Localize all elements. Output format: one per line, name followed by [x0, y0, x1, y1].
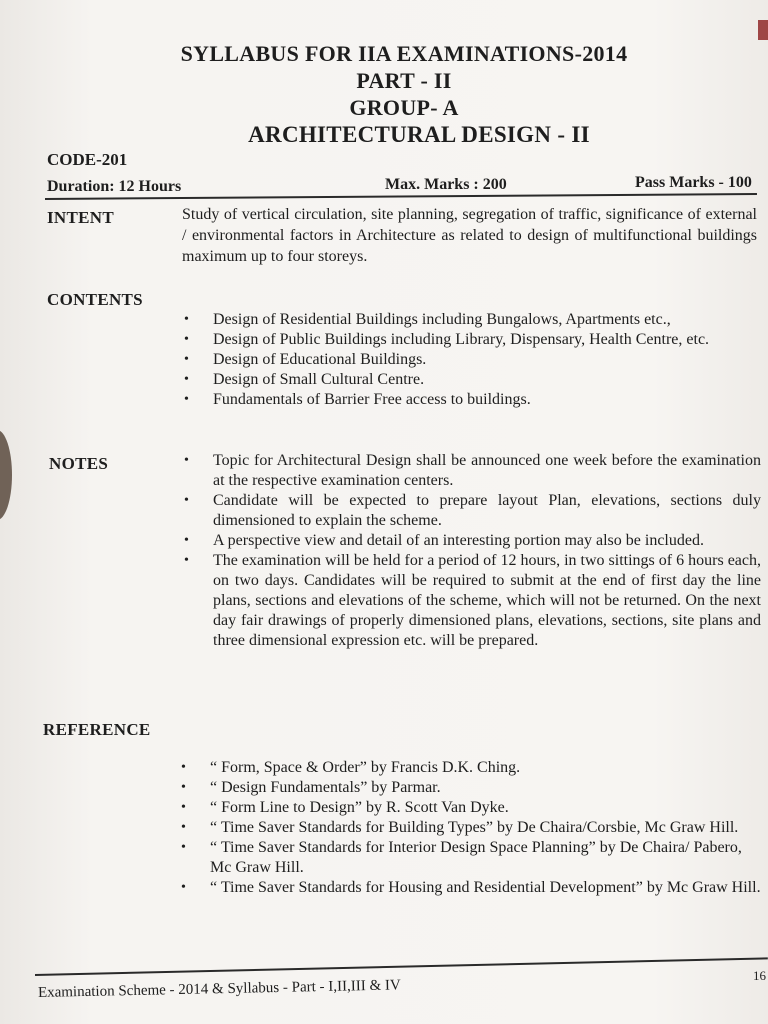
notes-list — [184, 451, 761, 651]
list-item: • “ Form Line to Design” by R. Scott Van Dyke. — [181, 799, 509, 816]
list-item: • “ Time Saver Standards for Interior Design Space Planning” by De Chaira/ Pabero, Mc Graw Hill. — [181, 839, 742, 876]
corner-mark — [758, 20, 768, 40]
footer-text: Examination Scheme - 2014 & Syllabus - Part - I,II,III & IV — [37, 977, 401, 1001]
bullet-icon: • — [184, 332, 189, 347]
bullet-icon: • — [181, 780, 186, 795]
document-header — [0, 40, 768, 148]
bullet-icon: • — [184, 453, 189, 468]
max-marks: Max. Marks : 200 — [385, 176, 507, 193]
group-title: GROUP- A — [349, 95, 459, 120]
notes-label: NOTES — [49, 454, 109, 473]
bullet-icon: • — [181, 820, 186, 835]
list-item: • Candidate will be expected to prepare layout Plan, elevations, sections duly dimensioned to explain the scheme. — [184, 492, 761, 529]
footer-divider — [35, 957, 768, 976]
list-item: • Design of Educational Buildings. — [184, 351, 427, 368]
bullet-icon: • — [181, 800, 186, 815]
bullet-icon: • — [181, 880, 186, 895]
list-item: • A perspective view and detail of an interesting portion may also be included. — [184, 532, 704, 549]
reference-label: REFERENCE — [43, 720, 151, 739]
course-code: CODE-201 — [47, 150, 128, 169]
bullet-icon: • — [184, 553, 189, 568]
bullet-icon: • — [181, 760, 186, 775]
pass-marks: Pass Marks - 100 — [635, 174, 752, 191]
list-item: • “ Design Fundamentals” by Parmar. — [181, 779, 441, 796]
list-item: • The examination will be held for a period of 12 hours, in two sittings of 6 hours each, on two days. Candidates will be required to submit at the end of first day the line plans, sections and elevations of the scheme, which will not be returned. On the next day fair drawings of properly dimensioned plans, elevations, sections, site plans and three dimensional expression etc. will be prepared. — [184, 552, 761, 649]
contents-label: CONTENTS — [47, 290, 143, 309]
bullet-icon: • — [184, 392, 189, 407]
bullet-icon: • — [184, 312, 189, 327]
contents-list — [184, 310, 758, 410]
bullet-icon: • — [181, 840, 186, 855]
list-item: • Fundamentals of Barrier Free access to buildings. — [184, 391, 531, 408]
reference-list — [181, 758, 765, 898]
syllabus-title: SYLLABUS FOR IIA EXAMINATIONS-2014 — [180, 41, 628, 66]
bullet-icon: • — [184, 493, 189, 508]
page-edge-shadow — [0, 430, 12, 520]
list-item: • Topic for Architectural Design shall be announced one week before the examination at the respective examination centers. — [184, 452, 761, 489]
list-item: • Design of Public Buildings including Library, Dispensary, Health Centre, etc. — [184, 331, 710, 348]
list-item: • “ Form, Space & Order” by Francis D.K. Ching. — [181, 759, 521, 776]
intent-label: INTENT — [47, 208, 114, 227]
list-item: • “ Time Saver Standards for Housing and Residential Development” by Mc Graw Hill. — [181, 879, 761, 896]
list-item: • Design of Small Cultural Centre. — [184, 371, 425, 388]
duration: Duration: 12 Hours — [47, 178, 182, 195]
bullet-icon: • — [184, 533, 189, 548]
list-item: • “ Time Saver Standards for Building Types” by De Chaira/Corsbie, Mc Graw Hill. — [181, 819, 739, 836]
subject-title: ARCHITECTURAL DESIGN - II — [248, 122, 590, 147]
list-item: • Design of Residential Buildings including Bungalows, Apartments etc., — [184, 311, 671, 328]
page-number: 16 — [753, 968, 766, 983]
bullet-icon: • — [184, 372, 189, 387]
part-title: PART - II — [356, 68, 452, 93]
intent-text: Study of vertical circulation, site planning, segregation of traffic, significance of external / environmental factors in Architecture as related to design of multifunctional buildings maximum up to four storeys. — [182, 206, 757, 265]
bullet-icon: • — [184, 352, 189, 367]
